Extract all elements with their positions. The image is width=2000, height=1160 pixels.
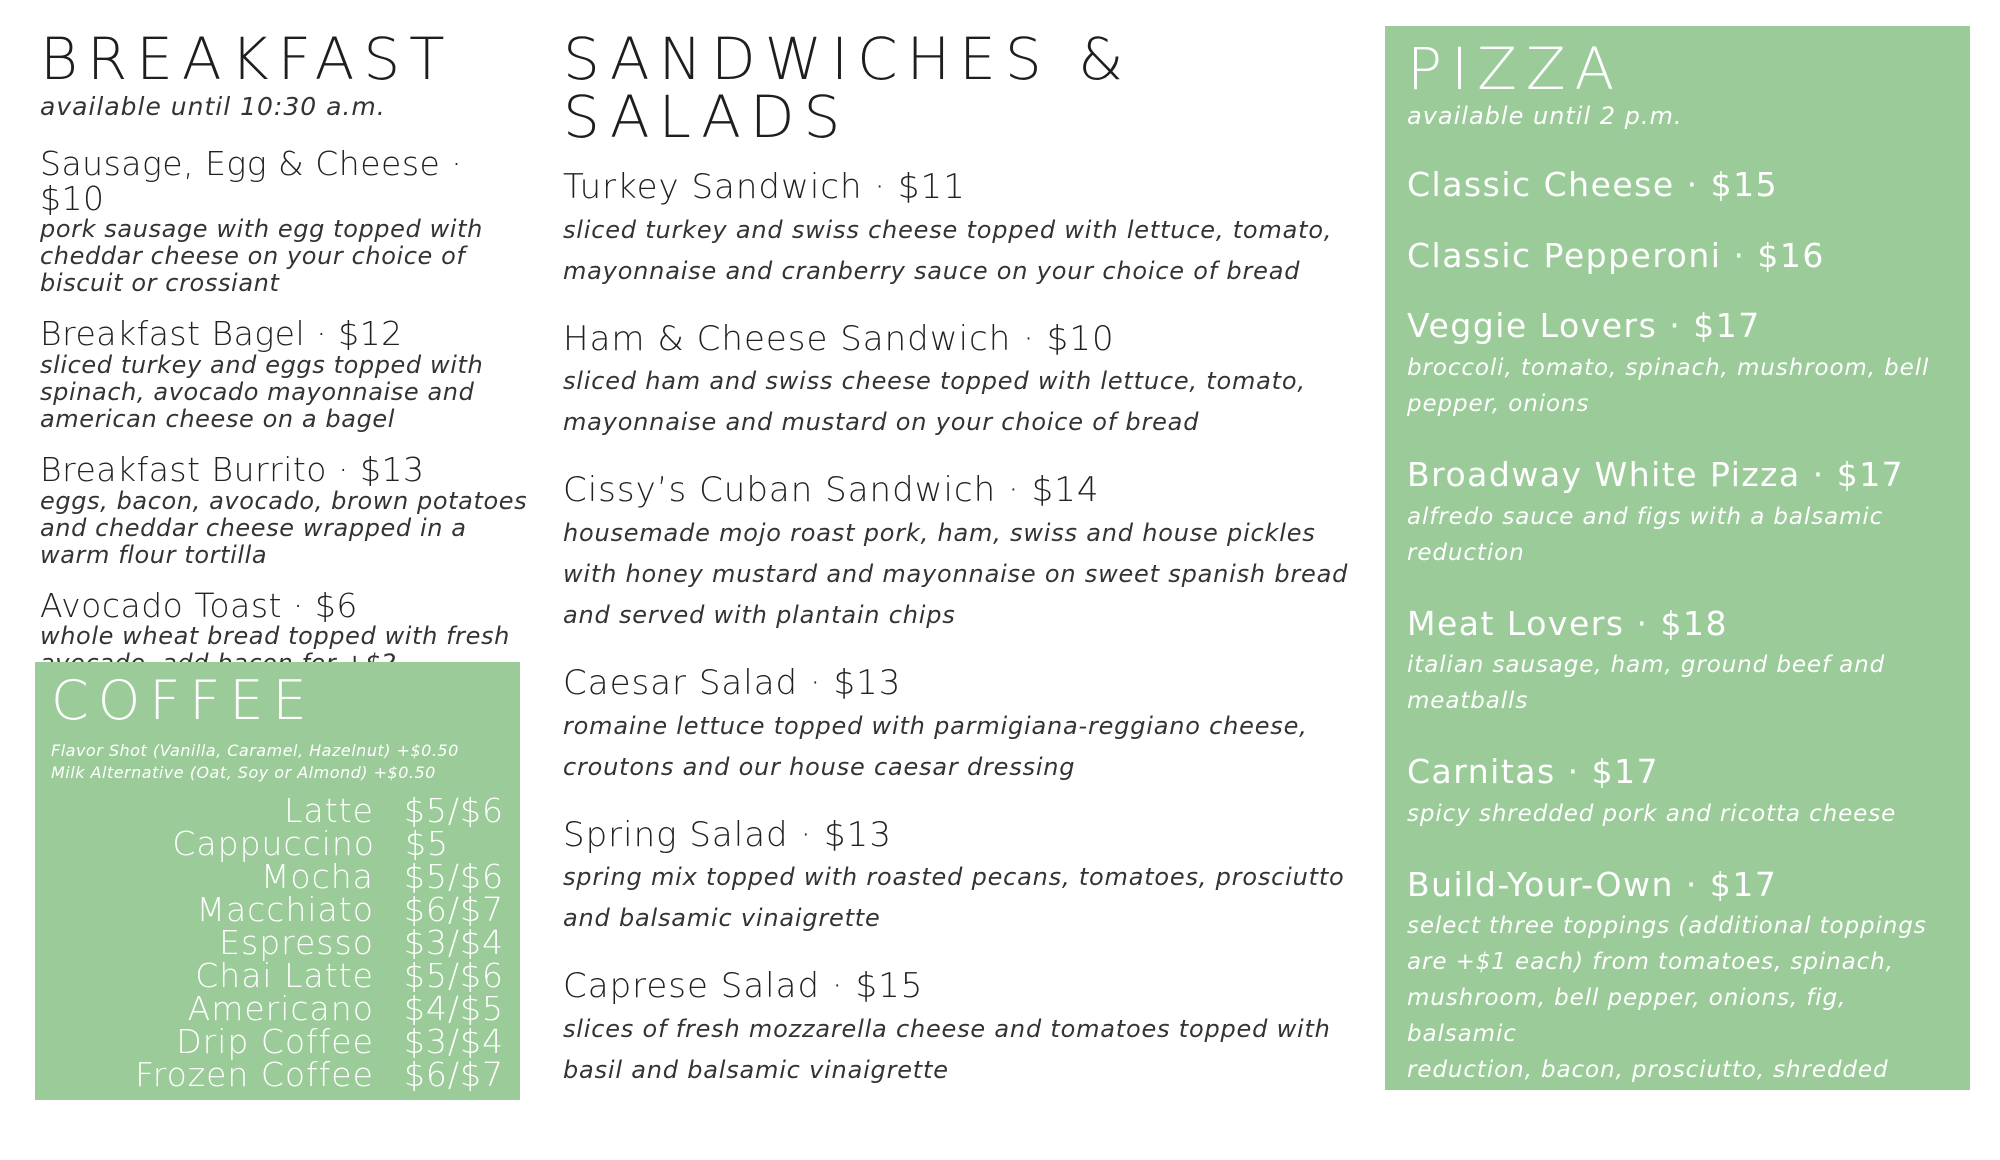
breakfast-title: BREAKFAST	[40, 25, 454, 93]
desc-line: and balsamic vinaigrette	[563, 904, 881, 933]
desc-line: reduction, bacon, prosciutto, shredded pork,	[1407, 1057, 1889, 1120]
desc-line: meatballs	[1407, 688, 1529, 715]
pizza-item	[1407, 454, 1948, 571]
coffee-name: Cappuccino	[172, 824, 375, 863]
sandwich-item-name: Ham & Cheese Sandwich · $10	[563, 318, 1115, 359]
coffee-list	[51, 791, 504, 1094]
coffee-price: $5/$6	[403, 857, 504, 896]
desc-line: spring mix topped with roasted pecans, tomatoes, prosciutto	[563, 863, 1345, 892]
desc-line: mayonnaise and cranberry sauce on your choice of bread	[563, 256, 1301, 285]
desc-line: mayonnaise and mustard on your choice of bread	[563, 408, 1200, 437]
pizza-item	[1407, 306, 1948, 422]
coffee-name: Latte	[284, 791, 374, 830]
coffee-price: $5/$6	[403, 791, 504, 830]
salad-item-name: Spring Salad · $13	[563, 814, 892, 855]
breakfast-item-name: Breakfast Burrito · $13	[40, 449, 425, 489]
salad-item	[563, 814, 1373, 940]
pizza-item	[1407, 864, 1948, 1160]
coffee-price: $5	[405, 824, 449, 863]
breakfast-item	[40, 144, 530, 298]
desc-line: and served with plantain chips	[563, 601, 956, 630]
coffee-price: $3/$4	[403, 1022, 504, 1061]
desc-line: mushroom, bell pepper, onions, fig, balsamic	[1407, 985, 1847, 1048]
desc-line: slices of fresh mozzarella cheese and tomatoes topped with	[563, 1015, 1331, 1044]
pizza-item	[1407, 235, 1948, 275]
sandwich-item-name: Cissy’s Cuban Sandwich · $14	[563, 470, 1100, 511]
coffee-row	[51, 890, 504, 929]
breakfast-item-desc	[40, 216, 530, 297]
breakfast-item-desc	[40, 488, 530, 569]
salad-item-name: Caprese Salad · $15	[563, 966, 924, 1007]
sandwich-item-name: Turkey Sandwich · $11	[563, 167, 966, 207]
breakfast-item-name: Sausage, Egg & Cheese · $10	[40, 144, 463, 218]
salad-item	[563, 966, 1373, 1091]
coffee-name: Americano	[187, 989, 374, 1028]
pizza-item-name: Classic Cheese · $15	[1407, 165, 1779, 204]
breakfast-item-name: Breakfast Bagel · $12	[40, 314, 403, 354]
coffee-row	[51, 956, 504, 995]
sandwiches-title: SANDWICHES & SALADS	[563, 25, 1133, 151]
coffee-name: Frozen Coffee	[135, 1055, 374, 1094]
coffee-section	[35, 662, 520, 1100]
sandwich-item	[563, 167, 1373, 292]
pizza-item-name: Veggie Lovers · $17	[1407, 306, 1761, 346]
desc-line: basil and balsamic vinaigrette	[563, 1056, 949, 1085]
salad-item-desc	[563, 706, 1373, 788]
coffee-row	[51, 824, 504, 863]
coffee-addons	[51, 740, 504, 784]
breakfast-availability: available until 10:30 a.m.	[40, 92, 386, 121]
sandwich-item-desc	[563, 361, 1373, 443]
breakfast-item-name: Avocado Toast · $6	[40, 585, 358, 625]
pizza-item	[1407, 752, 1948, 832]
pizza-item	[1407, 603, 1948, 720]
desc-line: warm flour tortilla	[40, 540, 268, 569]
salad-item	[563, 663, 1373, 788]
desc-line: romaine lettuce topped with parmigiana-reggiano cheese,	[563, 711, 1308, 740]
coffee-price: $6/$7	[403, 1055, 504, 1094]
sandwich-item-desc	[563, 210, 1373, 292]
desc-line: sliced turkey and eggs topped with	[40, 350, 484, 379]
desc-line: spicy shredded pork and ricotta cheese	[1407, 800, 1897, 827]
pizza-item-name: Build-Your-Own · $17	[1407, 864, 1778, 904]
desc-line: cheddar cheese on your choice of	[40, 242, 466, 271]
coffee-row	[51, 857, 504, 896]
sandwich-item	[563, 318, 1373, 444]
sandwiches-salads-section	[563, 25, 1373, 1091]
desc-line: pork sausage with egg topped with	[40, 215, 483, 244]
desc-line: broccoli, tomato, spinach, mushroom, bell	[1407, 354, 1930, 381]
coffee-price: $3/$4	[403, 923, 504, 962]
coffee-name: Mocha	[260, 857, 374, 896]
desc-line: whole wheat bread topped with fresh	[40, 622, 510, 651]
pizza-section	[1385, 26, 1970, 1156]
salad-item-name: Caesar Salad · $13	[563, 663, 902, 704]
desc-line: eggs, bacon, avocado, brown potatoes	[40, 486, 528, 515]
pizza-item-desc	[1407, 647, 1948, 719]
coffee-addon-note: Milk Alternative (Oat, Soy or Almond) +$0.50	[51, 763, 436, 782]
desc-line: italian sausage, ham, ground beef and	[1407, 652, 1886, 679]
desc-line: pepper, onions	[1407, 390, 1590, 417]
pizza-item-name: Meat Lovers · $18	[1407, 603, 1728, 643]
coffee-name: Macchiato	[196, 890, 374, 929]
desc-line: italian sausage, ham	[1407, 1129, 1665, 1156]
desc-line: select three toppings (additional toppings	[1407, 913, 1927, 940]
pizza-title: PIZZA	[1407, 35, 1624, 103]
desc-line: american cheese on a bagel	[40, 404, 396, 433]
desc-line: with honey mustard and mayonnaise on sweet spanish bread	[563, 560, 1349, 589]
pizza-item-name: Carnitas · $17	[1407, 752, 1660, 792]
coffee-addon-note: Flavor Shot (Vanilla, Caramel, Hazelnut) +$0.50	[51, 741, 459, 760]
breakfast-section	[40, 25, 530, 677]
desc-line: spinach, avocado mayonnaise and	[40, 377, 475, 406]
desc-line: housemade mojo roast pork, ham, swiss and house pickles	[563, 519, 1316, 548]
coffee-row	[51, 1055, 504, 1094]
coffee-title: COFFEE	[51, 669, 316, 732]
sandwich-item	[563, 470, 1373, 636]
pizza-item	[1407, 165, 1948, 204]
pizza-item-name: Broadway White Pizza · $17	[1407, 454, 1905, 494]
pizza-availability: available until 2 p.m.	[1407, 102, 1683, 130]
coffee-price: $6/$7	[403, 890, 504, 929]
sandwich-item-desc	[563, 513, 1373, 636]
pizza-item-name: Classic Pepperoni · $16	[1407, 235, 1825, 275]
pizza-item-desc	[1407, 796, 1948, 832]
coffee-name: Drip Coffee	[176, 1022, 374, 1061]
desc-line: sliced ham and swiss cheese topped with lettuce, tomato,	[563, 367, 1306, 396]
coffee-price: $5/$6	[403, 956, 504, 995]
breakfast-item	[40, 449, 530, 569]
salad-item-desc	[563, 1009, 1373, 1091]
breakfast-item-desc	[40, 352, 530, 433]
coffee-name: Chai Latte	[195, 956, 374, 995]
desc-line: reduction	[1407, 539, 1525, 566]
pizza-item-desc	[1407, 499, 1948, 571]
coffee-price: $4/$5	[403, 989, 504, 1028]
coffee-row	[51, 791, 504, 830]
desc-line: and cheddar cheese wrapped in a	[40, 513, 467, 542]
pizza-item-desc	[1407, 908, 1948, 1160]
desc-line: are +$1 each) from tomatoes, spinach,	[1407, 949, 1894, 976]
breakfast-item	[40, 314, 530, 433]
desc-line: alfredo sauce and figs with a balsamic	[1407, 503, 1884, 530]
coffee-row	[51, 1022, 504, 1061]
coffee-row	[51, 989, 504, 1028]
desc-line: sliced turkey and swiss cheese topped with lettuce, tomato,	[563, 215, 1333, 244]
coffee-row	[51, 923, 504, 962]
salad-item-desc	[563, 857, 1373, 939]
desc-line: croutons and our house caesar dressing	[563, 752, 1076, 781]
pizza-item-desc	[1407, 350, 1948, 422]
desc-line: biscuit or crossiant	[40, 269, 280, 298]
coffee-name: Espresso	[219, 923, 374, 962]
